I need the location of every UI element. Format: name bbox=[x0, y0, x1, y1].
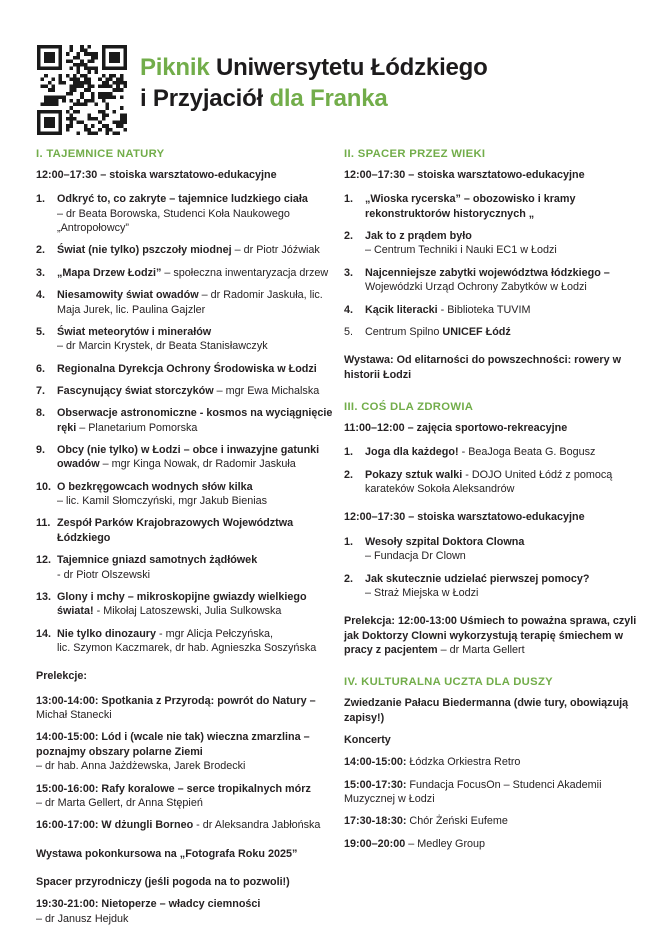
program-item bbox=[36, 590, 334, 619]
text-segment: Fascynujący świat storczyków bbox=[57, 384, 214, 397]
item-text bbox=[57, 481, 267, 507]
item-number: 1. bbox=[344, 193, 354, 206]
program-item bbox=[36, 192, 334, 235]
text-segment: 15:00-16:00: Rafy koralowe – serce tropikalnych mórz bbox=[36, 782, 311, 795]
time-subheading bbox=[344, 168, 645, 182]
title-accent-dla-franka: dla Franka bbox=[269, 85, 388, 113]
item-text bbox=[57, 591, 307, 617]
program-item bbox=[344, 192, 645, 221]
item-text bbox=[57, 244, 320, 256]
program-paragraph bbox=[36, 847, 334, 861]
program-item bbox=[344, 572, 645, 601]
text-segment: Glony i mchy – mikroskopijne gwiazdy wielkiego świata! bbox=[57, 590, 307, 618]
title-accent-piknik: Piknik bbox=[140, 54, 216, 81]
program-paragraph bbox=[36, 694, 334, 723]
text-segment: „Mapa Drzew Łodzi” bbox=[57, 266, 162, 279]
text-segment: 12:00–17:30 – stoiska warsztatowo-edukacyjne bbox=[36, 169, 277, 182]
text-segment: Jak to z prądem było bbox=[365, 230, 472, 243]
text-segment: 12:00–17:30 – stoiska warsztatowo-edukacyjne bbox=[344, 511, 585, 524]
text-segment: Łódzka Orkiestra Retro bbox=[406, 756, 521, 769]
item-text bbox=[365, 446, 595, 458]
program-paragraph bbox=[36, 782, 334, 811]
program-paragraph bbox=[344, 353, 645, 382]
program-item bbox=[344, 266, 645, 295]
text-segment: – społeczna inwentaryzacja drzew bbox=[161, 266, 329, 279]
text-segment: 11:00–12:00 – zajęcia sportowo-rekreacyjne bbox=[344, 421, 568, 434]
program-item bbox=[36, 266, 334, 280]
text-segment: Odkryć to, co zakryte – tajemnice ludzkiego ciała bbox=[57, 193, 308, 206]
text-segment: Maja Jurek, lic. Paulina Gajzler bbox=[57, 303, 206, 316]
time-subheading bbox=[36, 168, 334, 182]
program-item bbox=[36, 288, 334, 317]
text-segment: UNICEF Łódź bbox=[442, 325, 511, 338]
text-segment: – dr Marta Gellert, dr Anna Stępień bbox=[36, 796, 203, 809]
column-left bbox=[36, 147, 334, 934]
text-segment: Zespół Parków Krajobrazowych Województwa Łódzkiego bbox=[57, 517, 294, 544]
text-segment: 14:00-15:00: Lód i (wcale nie tak) wieczna zmarzlina – poznajmy obszary polarne Ziemi bbox=[36, 731, 310, 758]
item-number: 13. bbox=[36, 590, 52, 603]
item-number: 14. bbox=[36, 627, 52, 640]
time-subheading bbox=[344, 421, 645, 435]
text-segment: – Medley Group bbox=[405, 837, 486, 850]
text-segment: Niesamowity świat owadów bbox=[57, 289, 199, 302]
title-line1-rest: Uniwersytetu Łódzkiego bbox=[215, 54, 488, 81]
item-text bbox=[57, 444, 319, 470]
item-number: 9. bbox=[36, 444, 46, 457]
text-segment: - BeaJoga Beata G. Bogusz bbox=[458, 446, 596, 459]
program-item bbox=[36, 362, 334, 376]
item-text bbox=[57, 326, 268, 352]
item-number: 2. bbox=[344, 230, 354, 243]
item-text bbox=[365, 469, 612, 495]
text-segment: – dr hab. Anna Jażdżewska, Jarek Brodecki bbox=[36, 760, 246, 773]
item-number: 11. bbox=[36, 517, 51, 530]
item-text bbox=[365, 193, 576, 219]
text-segment: – dr Marta Gellert bbox=[437, 643, 525, 656]
program-item bbox=[36, 325, 334, 354]
text-segment: – mgr Kinga Nowak, dr Radomir Jaskuła bbox=[99, 458, 296, 471]
text-segment: 13:00-14:00: Spotkania z Przyrodą: powrót do Natury – bbox=[36, 694, 316, 707]
item-number: 1. bbox=[344, 446, 354, 459]
item-number: 5. bbox=[36, 325, 46, 338]
column-right bbox=[344, 147, 645, 934]
program-item bbox=[36, 480, 334, 509]
program-item bbox=[344, 445, 645, 459]
text-segment: – dr Marcin Krystek, dr Beata Stanisławczyk bbox=[57, 340, 268, 353]
item-number: 4. bbox=[344, 303, 354, 316]
program-item bbox=[344, 535, 645, 564]
section-heading: IV. KULTURALNA UCZTA DLA DUSZY bbox=[344, 676, 553, 689]
text-segment: – dr Janusz Hejduk bbox=[36, 912, 129, 925]
program-paragraph bbox=[344, 733, 645, 747]
item-number: 1. bbox=[344, 535, 354, 548]
poster-header bbox=[37, 44, 488, 136]
text-segment: – Straż Miejska w Łodzi bbox=[365, 586, 479, 599]
program-paragraph bbox=[344, 755, 645, 769]
program-item bbox=[36, 553, 334, 582]
text-segment: – Centrum Techniki i Nauki EC1 w Łodzi bbox=[365, 244, 557, 257]
program-paragraph bbox=[36, 730, 334, 773]
text-segment: Nie tylko dinozaury bbox=[57, 627, 156, 640]
program-item bbox=[36, 443, 334, 472]
program-item bbox=[344, 325, 645, 339]
text-segment: Wystawa: Od elitarności do powszechności: rowery w historii Łodzi bbox=[344, 354, 621, 381]
program-paragraph bbox=[36, 818, 334, 832]
item-text bbox=[365, 326, 511, 338]
text-segment: Obserwacje astronomiczne - kosmos na wyciągnięcie ręki bbox=[57, 407, 333, 434]
program-item bbox=[36, 384, 334, 398]
program-item bbox=[36, 406, 334, 435]
text-segment: - Biblioteka TUVIM bbox=[437, 303, 531, 316]
section-heading: I. TAJEMNICE NATURY bbox=[36, 148, 165, 160]
text-segment: 14:00-15:00: bbox=[344, 756, 407, 769]
text-segment: - dr Piotr Olszewski bbox=[57, 568, 150, 581]
program-item bbox=[36, 243, 334, 257]
time-subheading bbox=[36, 669, 334, 683]
text-segment: lic. Szymon Kaczmarek, dr hab. Agnieszka Soszyńska bbox=[57, 642, 317, 654]
program-columns bbox=[36, 147, 645, 934]
page-title bbox=[140, 44, 488, 114]
item-number: 10. bbox=[36, 480, 52, 493]
text-segment: Wesoły szpital Doktora Clowna bbox=[365, 535, 525, 548]
text-segment: Fundacja FocusOn – Studenci Akademii Muzycznej w Łodzi bbox=[344, 778, 602, 806]
program-paragraph bbox=[344, 778, 645, 807]
text-segment: – Planetarium Pomorska bbox=[76, 421, 198, 434]
text-segment: 19:00–20:00 bbox=[344, 837, 406, 850]
item-text bbox=[365, 230, 557, 256]
text-segment: 16:00-17:00: W dżungli Borneo bbox=[36, 819, 194, 832]
item-number: 6. bbox=[36, 362, 46, 375]
text-segment: – dr Piotr Jóźwiak bbox=[231, 244, 320, 257]
item-number: 2. bbox=[344, 572, 354, 585]
item-text bbox=[365, 304, 530, 316]
text-segment: Tajemnice gniazd samotnych żądłówek bbox=[57, 554, 258, 567]
text-segment: Prelekcje: bbox=[36, 670, 88, 683]
title-line2-rest: i Przyjaciół bbox=[140, 85, 270, 113]
program-item bbox=[36, 627, 334, 656]
text-segment: Jak skutecznie udzielać pierwszej pomocy? bbox=[365, 572, 590, 585]
text-segment: 12:00–17:30 – stoiska warsztatowo-edukacyjne bbox=[344, 169, 585, 182]
text-segment: „Wioska rycerska” – obozowisko i kramy rekonstruktorów historycznych „ bbox=[365, 193, 576, 220]
item-text bbox=[57, 628, 316, 654]
text-segment: Świat (nie tylko) pszczoły miodnej bbox=[57, 244, 232, 257]
text-segment: Wystawa pokonkursowa na „Fotografa Roku 2025” bbox=[36, 847, 298, 860]
text-segment: 15:00-17:30: bbox=[344, 778, 407, 791]
text-segment: Wojewódzki Urząd Ochrony Zabytków w Łodzi bbox=[365, 281, 587, 294]
program-item bbox=[344, 229, 645, 258]
item-text bbox=[57, 517, 293, 543]
section-heading: III. COŚ DLA ZDROWIA bbox=[344, 400, 474, 413]
program-paragraph bbox=[344, 837, 645, 851]
text-segment: - mgr Alicja Pełczyńska, bbox=[156, 627, 273, 640]
item-text bbox=[57, 267, 328, 279]
item-number: 4. bbox=[36, 289, 46, 302]
text-segment: Michał Stanecki bbox=[36, 709, 112, 722]
text-segment: - DOJO United Łódź z pomocą karateków Sokoła Aleksandrów bbox=[365, 468, 613, 496]
program-item bbox=[344, 468, 645, 497]
item-number: 2. bbox=[344, 468, 354, 481]
text-segment: – dr Radomir Jaskuła, lic. bbox=[198, 289, 323, 302]
text-segment: Zwiedzanie Pałacu Biedermanna (dwie tury, obowiązują zapisy!) bbox=[344, 697, 629, 724]
program-item bbox=[344, 303, 645, 317]
item-number: 12. bbox=[36, 554, 52, 567]
item-text bbox=[57, 363, 317, 375]
item-number: 5. bbox=[344, 325, 354, 338]
text-segment: Centrum Spilno bbox=[365, 325, 443, 338]
program-paragraph bbox=[344, 614, 645, 657]
item-number: 3. bbox=[344, 266, 354, 279]
text-segment: - Mikołaj Latoszewski, Julia Sulkowska bbox=[93, 605, 282, 618]
item-text bbox=[365, 573, 589, 599]
text-segment: O bezkręgowcach wodnych słów kilka bbox=[57, 480, 253, 493]
item-number: 3. bbox=[36, 266, 46, 279]
item-text bbox=[57, 193, 308, 234]
item-text bbox=[57, 407, 332, 433]
time-subheading bbox=[344, 510, 645, 524]
text-segment: - dr Aleksandra Jabłońska bbox=[193, 819, 321, 832]
program-paragraph bbox=[344, 696, 645, 725]
item-number: 1. bbox=[36, 193, 46, 206]
item-text bbox=[57, 289, 323, 315]
item-text bbox=[365, 536, 524, 562]
text-segment: 17:30-18:30: bbox=[344, 815, 407, 828]
item-number: 7. bbox=[36, 384, 46, 397]
program-paragraph bbox=[344, 814, 645, 828]
text-segment: – dr Beata Borowska, Studenci Koła Naukowego „Antropołowcy” bbox=[57, 207, 290, 235]
section-heading: II. SPACER PRZEZ WIEKI bbox=[344, 148, 486, 160]
item-text bbox=[365, 267, 610, 293]
program-paragraph bbox=[36, 875, 334, 889]
text-segment: – Fundacja Dr Clown bbox=[365, 550, 466, 563]
item-text bbox=[57, 554, 257, 580]
text-segment: Kącik literacki bbox=[365, 303, 438, 316]
item-text bbox=[57, 385, 319, 397]
qr-code-icon bbox=[37, 44, 127, 136]
text-segment: Joga dla każdego! bbox=[365, 446, 459, 459]
text-segment: Obcy (nie tylko) w Łodzi – obce i inwazyjne gatunki owadów bbox=[57, 444, 320, 471]
text-segment: Świat meteorytów i minerałów bbox=[57, 325, 212, 338]
text-segment: – mgr Ewa Michalska bbox=[213, 384, 320, 397]
text-segment: Regionalna Dyrekcja Ochrony Środowiska w Łodzi bbox=[57, 362, 317, 375]
text-segment: Koncerty bbox=[344, 734, 391, 747]
item-number: 8. bbox=[36, 407, 46, 420]
text-segment: Prelekcja: 12:00-13:00 Uśmiech to poważna sprawa, czyli jak Doktorzy Clowni wykorzystują terapię śmiechem w pracy z pacjentem bbox=[344, 615, 637, 656]
text-segment: Spacer przyrodniczy (jeśli pogoda na to pozwoli!) bbox=[36, 875, 290, 888]
program-paragraph bbox=[36, 897, 334, 926]
item-number: 2. bbox=[36, 244, 46, 257]
text-segment: – lic. Kamil Słomczyński, mgr Jakub Bienias bbox=[57, 495, 268, 508]
text-segment: Najcenniejsze zabytki województwa łódzkiego – bbox=[365, 266, 610, 279]
text-segment: Pokazy sztuk walki bbox=[365, 468, 463, 481]
program-item bbox=[36, 516, 334, 545]
text-segment: 19:30-21:00: Nietoperze – władcy ciemności bbox=[36, 898, 261, 911]
text-segment: Chór Żeński Eufeme bbox=[406, 815, 508, 828]
